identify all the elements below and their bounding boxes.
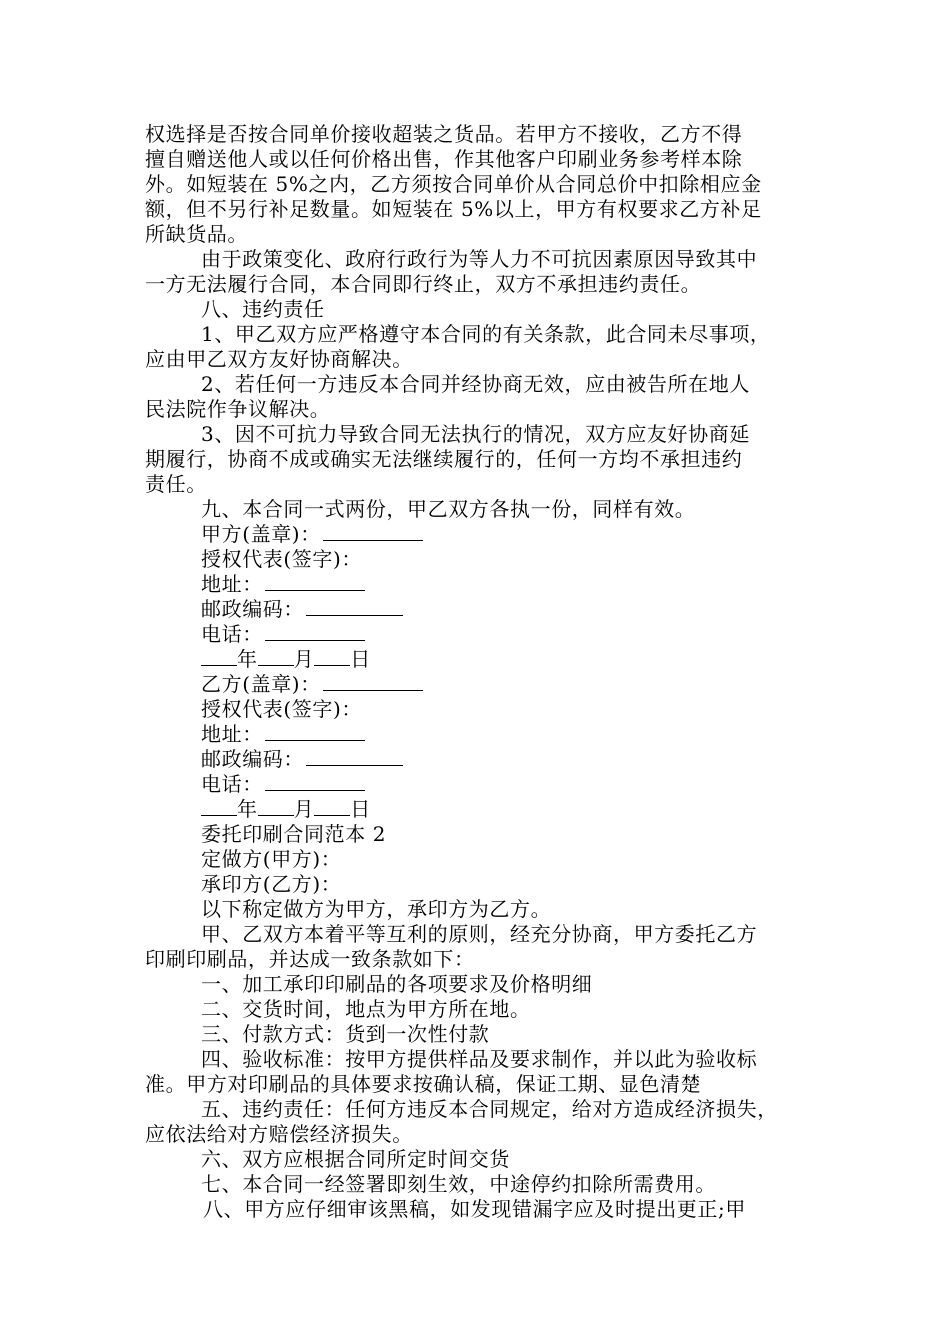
text-line: 2、若任何一方违反本合同并经协商无效，应由被告所在地人 xyxy=(201,372,750,396)
liability-item-2 xyxy=(145,372,825,422)
text-line: 外。如短装在 5%之内，乙方须按合同单价从合同总价中扣除相应金 xyxy=(145,172,762,196)
field-label: 邮政编码： xyxy=(201,747,304,771)
section-heading: 八、违约责任 xyxy=(201,297,325,321)
clause-8: 八、甲方应仔细审该黑稿，如发现错漏字应及时提出更正;甲 xyxy=(203,1197,746,1221)
party-b-seal-field xyxy=(145,672,825,697)
text-line: 权选择是否按合同单价接收超装之货品。若甲方不接收，乙方不得 xyxy=(145,122,743,146)
month-blank xyxy=(258,797,294,816)
text-line: 期履行，协商不成或确实无法继续履行的，任何一方均不承担违约 xyxy=(145,447,743,471)
force-majeure-paragraph xyxy=(145,247,825,297)
text-line: 擅自赠送他人或以任何价格出售，作其他客户印刷业务参考样本除 xyxy=(145,147,743,171)
phone-blank xyxy=(265,622,365,641)
clause-1: 一、加工承印印刷品的各项要求及价格明细 xyxy=(201,972,593,996)
month-blank xyxy=(258,647,294,666)
liability-item-1 xyxy=(145,322,825,372)
copies-clause: 九、本合同一式两份，甲乙双方各执一份，同样有效。 xyxy=(201,497,696,521)
field-label: 授权代表(签字)： xyxy=(201,697,363,721)
text-line: 责任。 xyxy=(145,472,207,496)
clause-7: 七、本合同一经签署即刻生效，中途停约扣除所需费用。 xyxy=(201,1172,716,1196)
address-blank xyxy=(265,572,365,591)
field-label: 甲方(盖章)： xyxy=(201,522,321,546)
postcode-blank xyxy=(306,747,403,766)
day-blank xyxy=(314,647,350,666)
postcode-blank xyxy=(306,597,403,616)
party-a-phone-field xyxy=(145,622,825,647)
text-line: 应由甲乙双方友好协商解决。 xyxy=(145,347,413,371)
clause-continuation xyxy=(145,122,825,247)
year-label: 年 xyxy=(237,797,258,821)
year-label: 年 xyxy=(237,647,258,671)
field-label: 地址： xyxy=(201,722,263,746)
party-b-phone-field xyxy=(145,772,825,797)
year-blank xyxy=(201,797,237,816)
text-line: 准。甲方对印刷品的具体要求按确认稿，保证工期、显色清楚 xyxy=(145,1072,702,1096)
field-label: 乙方(盖章)： xyxy=(201,672,321,696)
text-line: 甲、乙双方本着平等互利的原则，经充分协商，甲方委托乙方 xyxy=(201,922,758,946)
clause-3: 三、付款方式：货到一次性付款 xyxy=(201,1022,490,1046)
party-b-date-field xyxy=(145,797,825,822)
field-label: 电话： xyxy=(201,622,263,646)
day-label: 日 xyxy=(350,797,371,821)
field-label: 地址： xyxy=(201,572,263,596)
liability-item-3 xyxy=(145,422,825,497)
intro-line: 以下称定做方为甲方，承印方为乙方。 xyxy=(201,897,552,921)
printer-field: 承印方(乙方)： xyxy=(201,872,342,896)
party-b-rep-field xyxy=(145,697,825,722)
text-line: 所缺货品。 xyxy=(145,222,248,246)
text-line: 由于政策变化、政府行政行为等人力不可抗因素原因导致其中 xyxy=(201,247,758,271)
text-line: 印刷印刷品，并达成一致条款如下： xyxy=(145,947,475,971)
party-a-date-field xyxy=(145,647,825,672)
signature-blank xyxy=(323,522,423,541)
text-line: 3、因不可抗力导致合同无法执行的情况，双方应友好协商延 xyxy=(201,422,750,446)
phone-blank xyxy=(265,772,365,791)
text-line: 民法院作争议解决。 xyxy=(145,397,331,421)
clause-5: 五、违约责任：任何方违反本合同规定，给对方造成经济损失， xyxy=(201,1097,778,1121)
day-label: 日 xyxy=(350,647,371,671)
day-blank xyxy=(314,797,350,816)
party-a-address-field xyxy=(145,572,825,597)
maker-field: 定做方(甲方)： xyxy=(201,847,342,871)
party-a-seal-field xyxy=(145,522,825,547)
text-line: 1、甲乙双方应严格遵守本合同的有关条款，此合同未尽事项， xyxy=(201,322,771,346)
field-label: 电话： xyxy=(201,772,263,796)
text-line: 额，但不另行补足数量。如短装在 5%以上，甲方有权要求乙方补足 xyxy=(145,197,762,221)
party-a-rep-field xyxy=(145,547,825,572)
contract-2 xyxy=(145,822,825,1222)
party-b-address-field xyxy=(145,722,825,747)
field-label: 授权代表(签字)： xyxy=(201,547,363,571)
clause-4: 四、验收标准：按甲方提供样品及要求制作，并以此为验收标 xyxy=(201,1047,758,1071)
field-label: 邮政编码： xyxy=(201,597,304,621)
year-blank xyxy=(201,647,237,666)
signature-blank xyxy=(323,672,423,691)
party-b-signature-block xyxy=(145,672,825,822)
clause-6: 六、双方应根据合同所定时间交货 xyxy=(201,1147,510,1171)
party-b-postcode-field xyxy=(145,747,825,772)
contract-2-title: 委托印刷合同范本 2 xyxy=(201,822,387,846)
address-blank xyxy=(265,722,365,741)
party-a-signature-block xyxy=(145,522,825,672)
month-label: 月 xyxy=(293,647,315,671)
party-a-postcode-field xyxy=(145,597,825,622)
text-line: 一方无法履行合同，本合同即行终止，双方不承担违约责任。 xyxy=(145,272,702,296)
document-page xyxy=(145,122,825,1222)
month-label: 月 xyxy=(293,797,315,821)
clause-2: 二、交货时间，地点为甲方所在地。 xyxy=(201,997,531,1021)
text-line: 应依法给对方赔偿经济损失。 xyxy=(145,1122,413,1146)
